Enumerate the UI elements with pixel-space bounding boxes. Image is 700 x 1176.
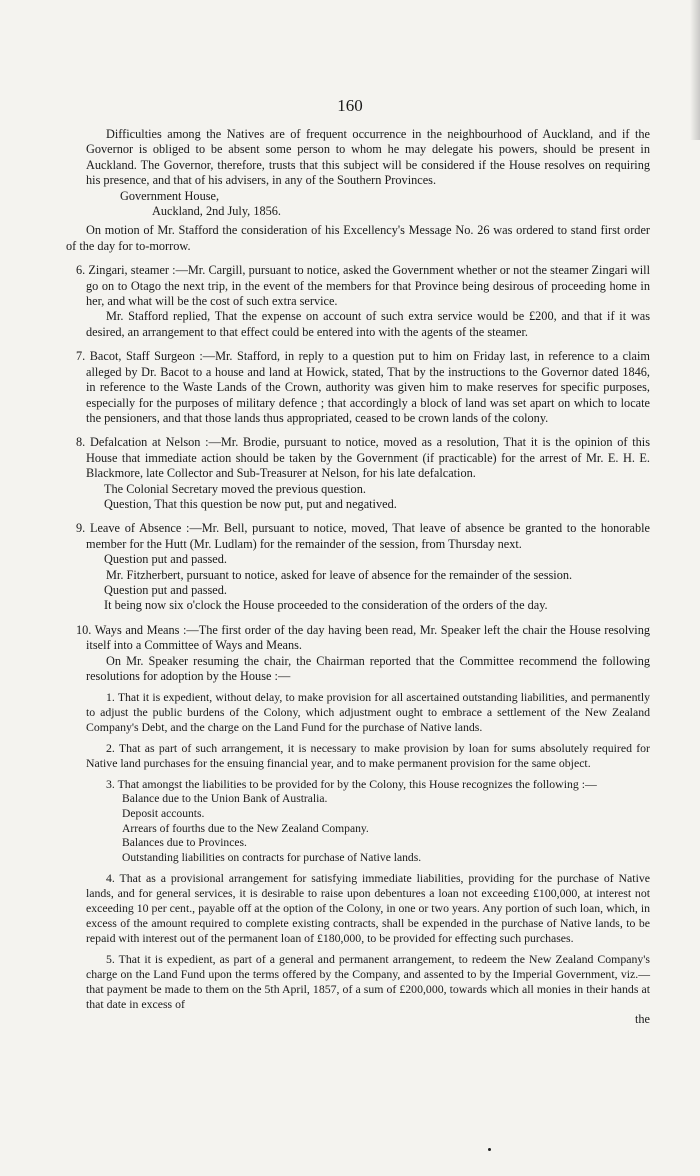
printer-mark: [488, 1148, 491, 1151]
liabilities-list: [58, 792, 650, 865]
item-7: 7. Bacot, Staff Surgeon :—Mr. Stafford, in reply to a question put to him on Friday last, in reference to a claim alleged by Dr. Bacot to a house and land at Howick, stated, That by the instructions to the Governor dated 1846, in reference to the Waste Lands of the Crown, authority was given him to make reserves for specific purposes, especially for the purposes of military defence ; that accordingly a block of land was set apart on which to locate the pensioners, and that those lands thus appropriated, ceased to be crown lands of the colony.: [76, 349, 650, 425]
list-item: Deposit accounts.: [122, 807, 205, 820]
item-6: 6. Zingari, steamer :—Mr. Cargill, pursuant to notice, asked the Government whether or not the steamer Zingari will go on to Otago the next trip, in the event of the members for that Province being desirous of proceeding home in her, and what will be the cost of such extra service.: [76, 263, 650, 309]
item-9-passed-1: Question put and passed.: [104, 552, 227, 567]
item-9-passed-2: Question put and passed.: [104, 582, 227, 597]
resolution-4: 4. That as a provisional arrangement for satisfying immediate liabilities, providing for the purchase of Native lands, and for general services, it is desirable to raise upon debentures a loan not exceeding £100,000, at interest not exceeding 10 per cent., payable off at the option of the Colony, in one or two years. Any portion of such loan, which, in excess of the amount required to complete existing contracts, shall be expended in the purchase of Native lands, to be repaid with interest out of the permanent loan of £180,000, to be provided for effecting such purchases.: [86, 871, 650, 946]
list-item: Outstanding liabilities on contracts for purchase of Native lands.: [122, 850, 422, 864]
item-8: 8. Defalcation at Nelson :—Mr. Brodie, pursuant to notice, moved as a resolution, That it is the opinion of this House that immediate action should be taken by the Government (if practicable) for the arrest of Mr. E. H. E. Blackmore, late Collector and Sub-Treasurer at Nelson, for his late defalcation.: [76, 435, 650, 481]
item-8-previous-question: The Colonial Secretary moved the previous question.: [104, 481, 366, 496]
message-paragraph: Difficulties among the Natives are of frequent occurrence in the neighbourhood of Auckland, and if the Governor is obliged to be absent some person to whom he may delegate his powers, should be present in Auckland. The Governor, therefore, trusts that this subject will be considered if the House resolves on requiring his presence, and that of his advisers, in any of the Southern Provinces.: [86, 127, 650, 188]
item-10: 10. Ways and Means :—The first order of the day having been read, Mr. Speaker left the chair the House resolving itself into a Committee of Ways and Means.: [76, 622, 650, 653]
page-edge-shadow: [690, 0, 700, 140]
signature-line-2: Auckland, 2nd July, 1856.: [152, 204, 281, 219]
list-item: Balance due to the Union Bank of Australia.: [122, 792, 328, 806]
page-number: 160: [337, 96, 363, 115]
item-9-six-oclock: It being now six o'clock the House proceeded to the consideration of the orders of the day.: [104, 598, 548, 613]
item-10-report: On Mr. Speaker resuming the chair, the Chairman reported that the Committee recommend the following resolutions for adoption by the House :—: [86, 653, 650, 683]
item-6-reply: Mr. Stafford replied, That the expense on account of such extra service would be £200, and that if it was desired, an arrangement to that effect could be entered into with the agents of the steamer.: [86, 309, 650, 339]
catchword: the: [634, 1012, 650, 1027]
resolution-3: 3. That amongst the liabilities to be provided for by the Colony, this House recognizes the following :—: [106, 777, 597, 792]
resolution-2: 2. That as part of such arrangement, it is necessary to make provision by loan for sums absolutely required for Native land purchases for the ensuing financial year, and to make permanent provision for the same object.: [86, 741, 650, 771]
list-item: Balances due to Provinces.: [122, 836, 247, 850]
list-item: Arrears of fourths due to the New Zealand Company.: [122, 821, 369, 835]
item-8-negatived: Question, That this question be now put, put and negatived.: [104, 496, 397, 511]
item-9: 9. Leave of Absence :—Mr. Bell, pursuant to notice, moved, That leave of absence be granted to the honorable member for the Hutt (Mr. Ludlam) for the remainder of the session, from Thursday next.: [76, 521, 650, 551]
resolution-5: 5. That it is expedient, as part of a general and permanent arrangement, to redeem the New Zealand Company's charge on the Land Fund upon the terms offered by the Company, and assented to by the Imperial Government, viz.—that payment be made to them on the 5th April, 1857, of a sum of £200,000, towards which all monies in their hands at that date in excess of: [86, 952, 650, 1012]
item-9-fitzherbert: Mr. Fitzherbert, pursuant to notice, asked for leave of absence for the remainder of the session.: [106, 567, 573, 582]
motion-paragraph: On motion of Mr. Stafford the consideration of his Excellency's Message No. 26 was ordered to stand first order of the day for to-morrow.: [66, 223, 650, 253]
document-body: [58, 127, 650, 1028]
signature-line-1: Government House,: [120, 188, 220, 203]
resolution-1: 1. That it is expedient, without delay, to make provision for all ascertained outstanding liabilities, and permanently to adjust the public burdens of the Colony, which adjustment ought to embrace a settlement of the New Zealand Company's Debt, and the charge on the Land Fund for the purchase of Native lands.: [86, 690, 650, 735]
